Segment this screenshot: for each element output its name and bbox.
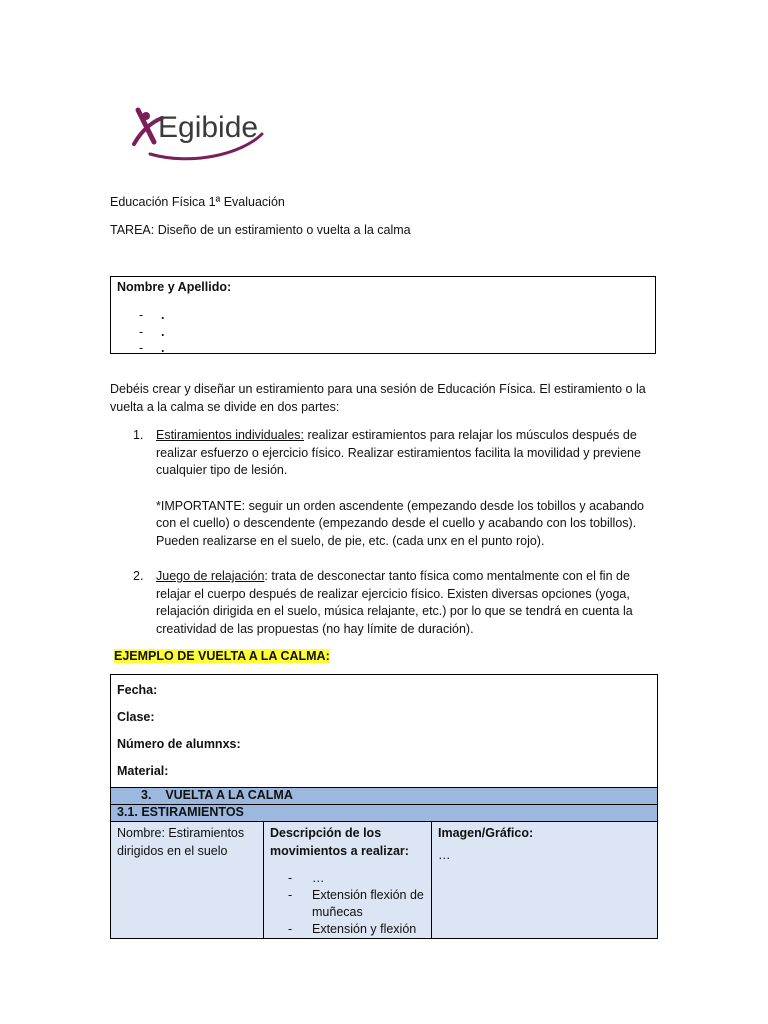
name-box xyxy=(110,276,656,354)
section-label: 3. VUELTA A LA CALMA xyxy=(111,788,658,805)
egibide-logo-mark xyxy=(132,104,294,164)
fields-row xyxy=(111,675,658,788)
list-title: Juego de relajación xyxy=(156,569,265,583)
content-row xyxy=(111,822,658,939)
name-entry[interactable]: - . xyxy=(139,341,165,355)
list-text: : trata de desconectar tanto física como mentalmente con el fin de relajar el cuerpo después de realizar ejercicio físico. Existen diversas opciones (yoga, relajación dirigida en el suelo, música relajante, etc.) por lo que se tendrá en cuenta la creatividad de las propuestas (no hay límite de duración). xyxy=(156,569,633,636)
list-item: - Extensión y flexión xyxy=(288,921,425,938)
egibide-logo xyxy=(132,104,294,164)
list-item: - … xyxy=(288,870,425,887)
col-description: Descripción de los movimientos a realizar: - … - Extensión flexión de muñecas - Extensión y flexión xyxy=(264,822,432,939)
list-number: 2. xyxy=(133,569,144,583)
col-name: Nombre: Estiramientos dirigidos en el suelo xyxy=(111,822,264,939)
list-item-2 xyxy=(133,568,658,638)
logo-wordmark: Egibide xyxy=(158,111,259,144)
list-text: realizar estiramientos para relajar los músculos después de realizar esfuerzo o ejercicio físico. Realizar estiramientos facilita la movilidad y previene cualquier tipo de lesión. xyxy=(156,428,641,477)
example-heading: EJEMPLO DE VUELTA A LA CALMA: xyxy=(114,649,330,663)
field-alumnos: Número de alumnxs: xyxy=(117,737,241,751)
list-number: 1. xyxy=(133,428,144,442)
field-fecha: Fecha: xyxy=(117,683,158,697)
important-note: *IMPORTANTE: seguir un orden ascendente (empezando desde los tobillos y acabando con el cuello) o descendente (empezando desde el cuello y acabando con los tobillos). Pueden realizarse en el suelo, de pie, etc. (cada unx en el punto rojo). xyxy=(156,498,645,548)
list-item: - Extensión flexión de muñecas xyxy=(288,887,425,921)
task-text: TAREA: Diseño de un estiramiento o vuelta a la calma xyxy=(110,223,411,237)
name-label: Nombre y Apellido: xyxy=(117,280,232,294)
intro-paragraph: Debéis crear y diseñar un estiramiento para una sesión de Educación Física. El estiramiento o la vuelta a la calma se divide en dos partes: xyxy=(110,382,646,414)
name-entry[interactable]: - . xyxy=(139,308,165,322)
subsection-label: 3.1. ESTIRAMIENTOS xyxy=(111,805,658,822)
list-item-1 xyxy=(133,427,658,550)
list-title: Estiramientos individuales: xyxy=(156,428,304,442)
task-line xyxy=(110,222,411,239)
subject-line: Educación Física 1ª Evaluación xyxy=(110,195,285,209)
subsection-row xyxy=(111,805,658,822)
section-row xyxy=(111,788,658,805)
example-table xyxy=(110,674,658,939)
col-image: Imagen/Gráfico: … xyxy=(432,822,658,939)
field-clase: Clase: xyxy=(117,710,155,724)
name-entry[interactable]: - . xyxy=(139,325,165,339)
field-material: Material: xyxy=(117,764,169,778)
